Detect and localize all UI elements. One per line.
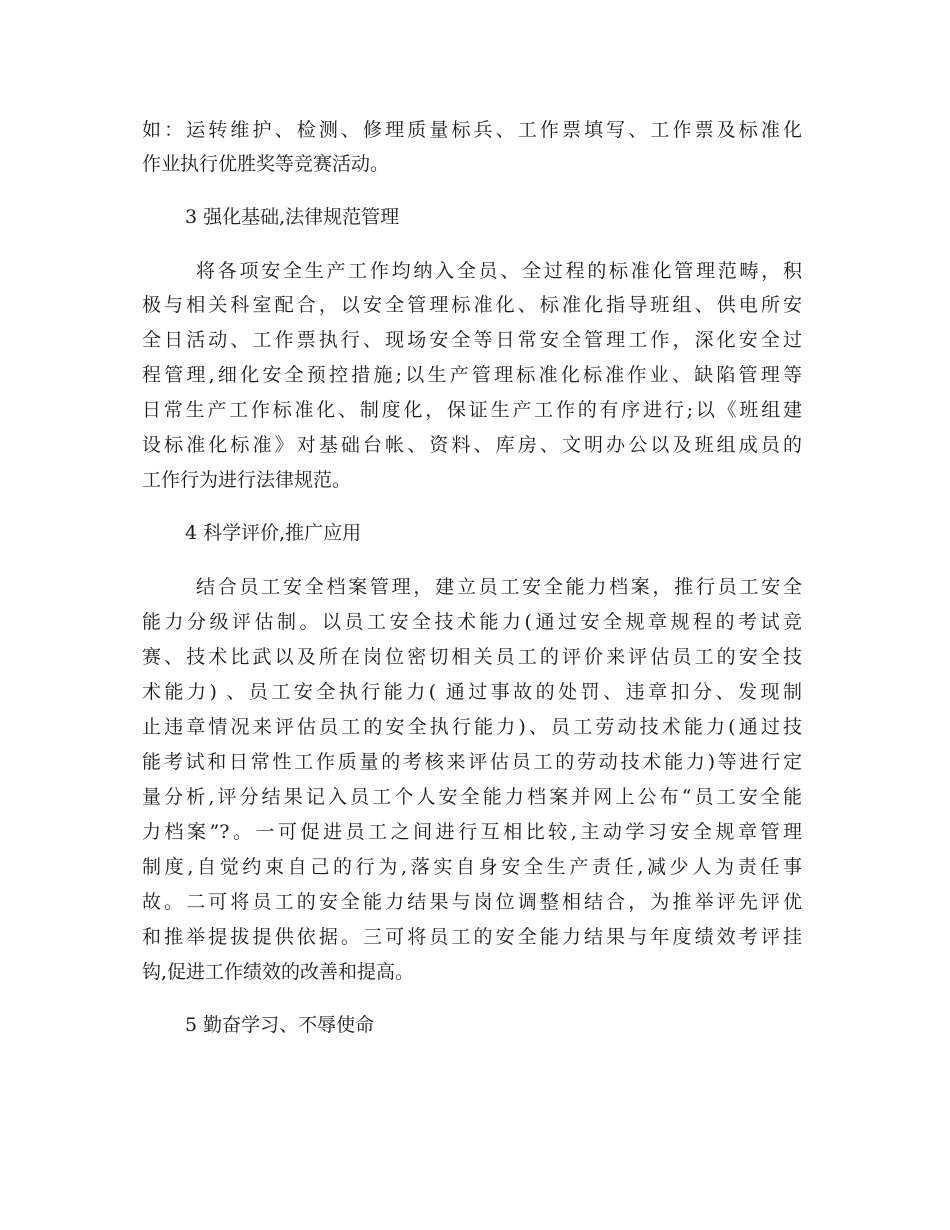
- paragraph-2-line-1: 将各项安全生产工作均纳入全员、全过程的标准化管理范畴，积: [196, 260, 802, 282]
- paragraph-3-line-10: 故。二可将员工的安全能力结果与岗位调整相结合，为推举评先评优: [142, 891, 802, 913]
- section-heading-3: 3 强化基础,法律规范管理: [185, 206, 400, 228]
- paragraph-3-line-3: 赛、技术比武以及所在岗位密切相关员工的评价来评估员工的安全技: [142, 646, 802, 668]
- paragraph-3-line-6: 能考试和日常性工作质量的考核来评估员工的劳动技术能力)等进行定: [142, 751, 802, 773]
- paragraph-3-line-2: 能力分级评估制。以员工安全技术能力(通过安全规章规程的考试竞: [142, 611, 802, 633]
- paragraph-3-line-8: 力档案”?。一可促进员工之间进行互相比较,主动学习安全规章管理: [142, 821, 802, 843]
- paragraph-3-line-11: 和推举提拔提供依据。三可将员工的安全能力结果与年度绩效考评挂: [142, 926, 802, 948]
- paragraph-3-line-12: 钩,促进工作绩效的改善和提高。: [142, 961, 415, 983]
- paragraph-1-line-2: 作业执行优胜奖等竞赛活动。: [142, 153, 390, 175]
- paragraph-1-line-1: 如：运转维护、检测、修理质量标兵、工作票填写、工作票及标准化: [142, 119, 802, 141]
- paragraph-2-line-6: 设标准化标准》对基础台帐、资料、库房、文明办公以及班组成员的: [142, 434, 802, 456]
- paragraph-2-line-3: 全日活动、工作票执行、现场安全等日常安全管理工作，深化安全过: [142, 329, 802, 351]
- paragraph-3-line-1: 结合员工安全档案管理，建立员工安全能力档案，推行员工安全: [196, 576, 802, 598]
- section-heading-4: 4 科学评价,推广应用: [185, 522, 362, 544]
- paragraph-2-line-7: 工作行为进行法律规范。: [142, 469, 352, 491]
- paragraph-3-line-7: 量分析,评分结果记入员工个人安全能力档案并网上公布“员工安全能: [142, 786, 802, 808]
- paragraph-2-line-4: 程管理,细化安全预控措施;以生产管理标准化标准作业、缺陷管理等: [142, 364, 802, 386]
- paragraph-3-line-4: 术能力) 、员工安全执行能力( 通过事故的处罚、违章扣分、发现制: [142, 681, 802, 703]
- paragraph-3-line-9: 制度,自觉约束自己的行为,落实自身安全生产责任,减少人为责任事: [142, 856, 802, 878]
- paragraph-2-line-5: 日常生产工作标准化、制度化，保证生产工作的有序进行;以《班组建: [142, 399, 802, 421]
- paragraph-2-line-2: 极与相关科室配合，以安全管理标准化、标准化指导班组、供电所安: [142, 294, 802, 316]
- paragraph-3-line-5: 止违章情况来评估员工的安全执行能力)、员工劳动技术能力(通过技: [142, 716, 802, 738]
- section-heading-5: 5 勤奋学习、不辱使命: [185, 1014, 375, 1036]
